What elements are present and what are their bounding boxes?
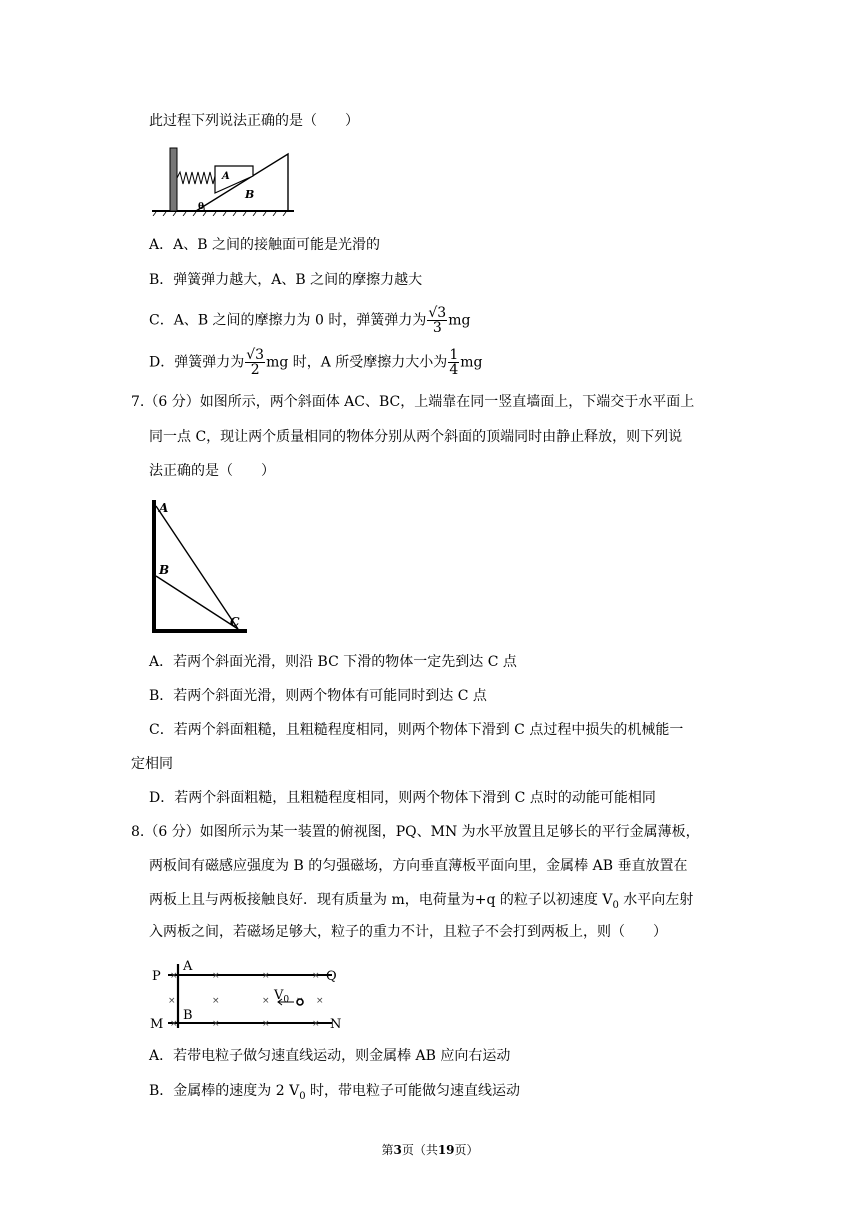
svg-text:θ: θ xyxy=(198,202,205,212)
q7-figure xyxy=(150,498,250,638)
svg-text:×: × xyxy=(312,971,320,981)
q6-option-a: A．A、B 之间的接触面可能是光滑的 xyxy=(149,237,380,253)
q6-option-b: B．弹簧弹力越大，A、B 之间的摩擦力越大 xyxy=(149,272,423,288)
q7-label-b: B xyxy=(159,563,170,577)
q7-stem-line2: 同一点 C，现让两个质量相同的物体分别从两个斜面的顶端同时由静止释放，则下列说 xyxy=(149,429,683,445)
q7-stem-line3: 法正确的是（ ） xyxy=(149,463,275,479)
q7-label-c: C xyxy=(230,615,240,629)
q6-option-d: D．弹簧弹力为 $\frac{√3}{2}$ mg 时，A 所受摩擦力大小为 $\frac{1}{4}$ mg xyxy=(149,347,483,378)
q7-option-c-line2: 定相同 xyxy=(131,756,173,772)
svg-text:×: × xyxy=(316,996,324,1006)
q8-label-n: N xyxy=(330,1017,342,1032)
q8-label-q: Q xyxy=(326,969,337,984)
svg-text:×: × xyxy=(262,1019,270,1029)
page-footer: 第3页（共19页） xyxy=(381,1143,479,1157)
q7-stem-line1: 7.（6 分）如图所示，两个斜面体 AC、BC，上端靠在同一竖直墙面上，下端交于水平面上 xyxy=(131,394,695,410)
q8-label-m: M xyxy=(150,1017,164,1032)
svg-text:×: × xyxy=(170,1019,178,1029)
q7-option-a: A．若两个斜面光滑，则沿 BC 下滑的物体一定先到达 C 点 xyxy=(149,654,517,670)
q6-label-b: B xyxy=(245,188,255,201)
svg-text:×: × xyxy=(170,971,178,981)
svg-text:×: × xyxy=(212,1019,220,1029)
q6-stem-tail: 此过程下列说法正确的是（ ） xyxy=(149,113,359,129)
q7-option-d: D．若两个斜面粗糙，且粗糙程度相同，则两个物体下滑到 C 点时的动能可能相同 xyxy=(149,790,656,806)
svg-text:×: × xyxy=(212,971,220,981)
q8-stem-line2: 两板间有磁感应强度为 B 的匀强磁场，方向垂直薄板平面向里，金属棒 AB 垂直放置在 xyxy=(149,858,688,874)
svg-text:×: × xyxy=(262,996,270,1006)
q8-option-b: B．金属棒的速度为 2 $V_0$ 时，带电粒子可能做匀速直线运动 xyxy=(149,1083,521,1102)
q7-label-a: A xyxy=(159,501,169,515)
q8-stem-line4: 入两板之间，若磁场足够大，粒子的重力不计，且粒子不会打到两板上，则（ ） xyxy=(149,924,667,940)
q8-label-v: $V_0$ xyxy=(274,988,290,1005)
q7-option-c-line1: C．若两个斜面粗糙，且粗糙程度相同，则两个物体下滑到 C 点过程中损失的机械能一 xyxy=(149,722,684,738)
q8-label-a: A xyxy=(183,959,193,974)
svg-text:×: × xyxy=(312,1019,320,1029)
svg-text:×: × xyxy=(168,996,176,1006)
q8-figure xyxy=(150,956,350,1032)
q7-option-b: B．若两个斜面光滑，则两个物体有可能同时到达 C 点 xyxy=(149,688,487,704)
q6-option-c: C．A、B 之间的摩擦力为 0 时，弹簧弹力为 $\frac{√3}{3}$ mg xyxy=(149,305,471,336)
q8-option-a: A．若带电粒子做匀速直线运动，则金属棒 AB 应向右运动 xyxy=(149,1048,511,1064)
q8-stem-line1: 8.（6 分）如图所示为某一装置的俯视图，PQ、MN 为水平放置且足够长的平行金属薄板， xyxy=(131,824,700,840)
q8-label-p: P xyxy=(152,969,161,984)
svg-text:×: × xyxy=(212,996,220,1006)
q6-figure xyxy=(150,146,300,216)
q6-label-a: A xyxy=(222,171,230,182)
q8-label-b: B xyxy=(183,1008,193,1023)
q8-stem-line3: 两板上且与两板接触良好．现有质量为 m，电荷量为+q 的粒子以初速度 $V_0$ 水平向左射 xyxy=(149,892,694,911)
svg-text:×: × xyxy=(262,971,270,981)
